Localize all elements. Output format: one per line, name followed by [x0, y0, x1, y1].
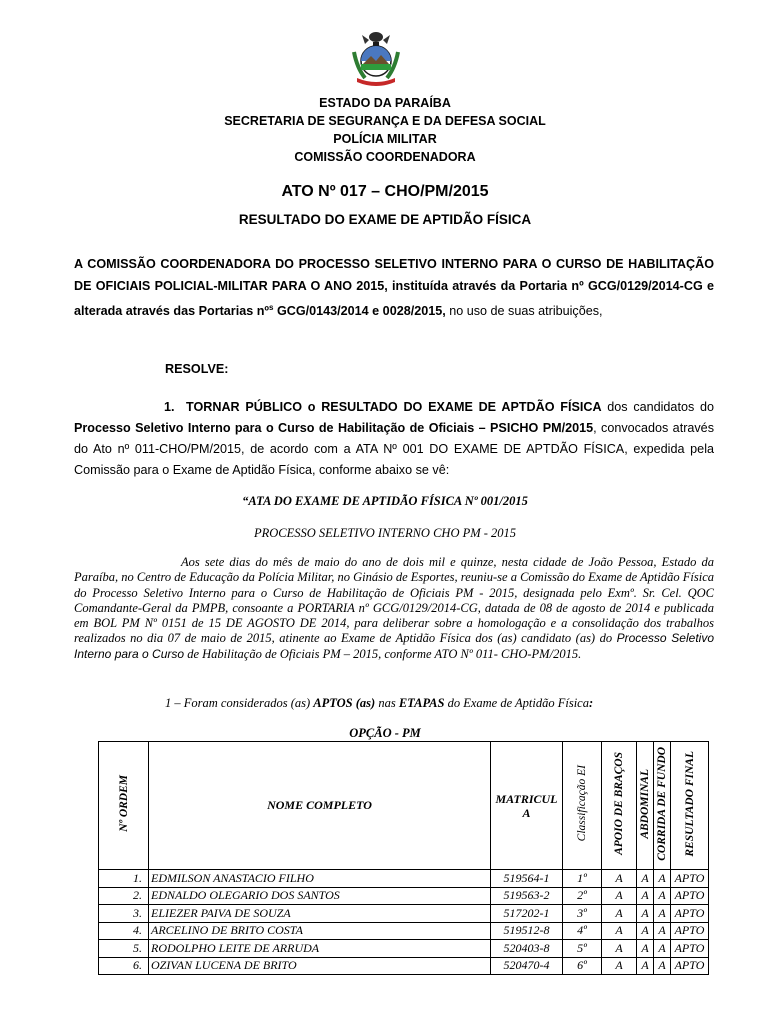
aptos-d: ETAPAS	[398, 696, 445, 710]
cell-classificacao: 3º	[563, 905, 602, 923]
item-1-number: 1.	[164, 400, 175, 414]
cell-corrida: A	[654, 905, 671, 923]
header-commission: COMISSÃO COORDENADORA	[294, 150, 476, 164]
cell-ordem: 5.	[99, 940, 149, 958]
ata-body-paragraph	[74, 555, 714, 662]
cell-ordem: 2.	[99, 887, 149, 905]
state-coat-of-arms-icon	[345, 28, 407, 90]
intro-sup: s	[269, 303, 274, 312]
cell-abdominal: A	[637, 922, 654, 940]
cell-apoio: A	[602, 957, 637, 975]
results-table	[98, 741, 709, 975]
cell-classificacao: 6º	[563, 957, 602, 975]
cell-nome: RODOLPHO LEITE DE ARRUDA	[149, 940, 491, 958]
cell-resultado: APTO	[671, 905, 709, 923]
ato-title: ATO Nº 017 – CHO/PM/2015	[281, 183, 489, 200]
col-header-abdominal: ABDOMINAL	[637, 742, 654, 870]
cell-abdominal: A	[637, 940, 654, 958]
cell-classificacao: 4º	[563, 922, 602, 940]
col-header-corrida: CORRIDA DE FUNDO	[654, 742, 671, 870]
cell-apoio: A	[602, 870, 637, 888]
cell-abdominal: A	[637, 887, 654, 905]
col-header-classificacao: Classificação EI	[563, 742, 602, 870]
aptos-a: 1 – Foram considerados (as)	[165, 696, 314, 710]
item-1-paragraph	[74, 397, 714, 481]
ata-title: “ATA DO EXAME DE APTIDÃO FÍSICA Nº 001/2015	[242, 494, 528, 508]
item-1-text-2: , convocados através do Ato nº 011-CHO/PM/2015, de acordo com a ATA Nº 001 DO EXAME DE APTDÃO FÍSICA, expedida pela Comissão para o Exame de Aptidão Física, conforme abaixo se vê:	[74, 421, 714, 477]
cell-nome: OZIVAN LUCENA DE BRITO	[149, 957, 491, 975]
cell-resultado: APTO	[671, 870, 709, 888]
table-header-row	[99, 742, 709, 870]
cell-abdominal: A	[637, 957, 654, 975]
ata-body-c: de Habilitação de Oficiais PM – 2015, conforme ATO Nº 011- CHO-PM/2015.	[184, 646, 582, 661]
intro-normal: no uso de suas atribuições,	[445, 304, 603, 319]
cell-nome: ELIEZER PAIVA DE SOUZA	[149, 905, 491, 923]
cell-matricula: 519512-8	[491, 922, 563, 940]
aptos-line	[165, 696, 593, 711]
cell-nome: EDNALDO OLEGARIO DOS SANTOS	[149, 887, 491, 905]
option-heading: OPÇÃO - PM	[349, 726, 421, 740]
cell-ordem: 6.	[99, 957, 149, 975]
cell-classificacao: 2º	[563, 887, 602, 905]
cell-corrida: A	[654, 940, 671, 958]
cell-classificacao: 5º	[563, 940, 602, 958]
cell-matricula: 519563-2	[491, 887, 563, 905]
cell-apoio: A	[602, 905, 637, 923]
cell-corrida: A	[654, 922, 671, 940]
intro-bold-a: A COMISSÃO COORDENADORA DO PROCESSO SELETIVO INTERNO PARA O CURSO DE HABILITAÇÃO DE OFICIAIS POLICIAL-MILITAR PARA O ANO 2015, instituída através da Portaria nº GCG/0129/2014-CG e alterada através das Portarias nº	[74, 257, 714, 319]
table-row	[99, 940, 709, 958]
cell-ordem: 4.	[99, 922, 149, 940]
cell-resultado: APTO	[671, 922, 709, 940]
header-police: POLÍCIA MILITAR	[333, 132, 437, 146]
intro-bold-b: GCG/0143/2014 e 0028/2015,	[273, 304, 446, 319]
table-row	[99, 957, 709, 975]
col-header-ordem: Nº ORDEM	[99, 742, 149, 870]
table-row	[99, 905, 709, 923]
table-row	[99, 887, 709, 905]
aptos-f: :	[588, 696, 594, 710]
cell-matricula: 520403-8	[491, 940, 563, 958]
cell-abdominal: A	[637, 870, 654, 888]
ata-body-a: Aos sete dias do mês de maio do ano de dois mil e quinze, nesta cidade de João Pessoa, Estado da Paraíba, no Centro de Educação da Polícia Militar, no Ginásio de Esportes, reuniu-se a Comissão do Exame de Aptidão Física do Processo Seletivo Interno para o Curso de Habilitação de Oficiais PM - 2015, designada pelo Exmº. Sr. Cel. QOC Comandante-Geral da PMPB, consoante a PORTARIA nº GCG/0129/2014-CG, datada de 08 de agosto de 2014 e publicada em BOL PM Nº 0151 de 15 DE AGOSTO DE 2014, para deliberar sobre a homologação e a consolidação dos trabalhos realizados no dia 07 de maio de 2015, atinente ao Exame de Aptidão Física dos (as) candidato (as) do	[74, 555, 714, 646]
item-1-bold-1: TORNAR PÚBLICO o RESULTADO DO EXAME DE APTDÃO FÍSICA	[186, 400, 602, 414]
table-row	[99, 870, 709, 888]
cell-matricula: 519564-1	[491, 870, 563, 888]
cell-nome: ARCELINO DE BRITO COSTA	[149, 922, 491, 940]
resolve-heading: RESOLVE:	[165, 362, 229, 376]
cell-abdominal: A	[637, 905, 654, 923]
item-1-text-1: dos candidatos do	[601, 400, 714, 414]
cell-classificacao: 1º	[563, 870, 602, 888]
aptos-e: do Exame de Aptidão Física	[444, 696, 589, 710]
cell-corrida: A	[654, 887, 671, 905]
col-header-apoio: APOIO DE BRAÇOS	[602, 742, 637, 870]
intro-paragraph	[74, 254, 714, 323]
col-header-nome: NOME COMPLETO	[149, 742, 491, 870]
ata-body-b: Processo Seletivo Interno para o Curso	[74, 631, 714, 661]
cell-matricula: 520470-4	[491, 957, 563, 975]
ata-subtitle: PROCESSO SELETIVO INTERNO CHO PM - 2015	[253, 526, 517, 540]
cell-ordem: 1.	[99, 870, 149, 888]
cell-matricula: 517202-1	[491, 905, 563, 923]
header-state: ESTADO DA PARAÍBA	[319, 96, 451, 110]
ato-subtitle: RESULTADO DO EXAME DE APTIDÃO FÍSICA	[238, 212, 532, 227]
aptos-c: nas	[375, 696, 399, 710]
col-header-matricula: MATRICULA	[491, 742, 563, 870]
item-1-bold-2: Processo Seletivo Interno para o Curso de Habilitação de Oficiais – PSICHO PM/2015	[74, 421, 594, 435]
cell-resultado: APTO	[671, 957, 709, 975]
cell-nome: EDMILSON ANASTACIO FILHO	[149, 870, 491, 888]
cell-apoio: A	[602, 922, 637, 940]
aptos-b: APTOS (as)	[313, 696, 376, 710]
table-row	[99, 922, 709, 940]
col-header-resultado: RESULTADO FINAL	[671, 742, 709, 870]
cell-resultado: APTO	[671, 940, 709, 958]
cell-ordem: 3.	[99, 905, 149, 923]
cell-apoio: A	[602, 940, 637, 958]
cell-corrida: A	[654, 957, 671, 975]
cell-resultado: APTO	[671, 887, 709, 905]
cell-apoio: A	[602, 887, 637, 905]
header-secretariat: SECRETARIA DE SEGURANÇA E DA DEFESA SOCIAL	[224, 114, 546, 128]
cell-corrida: A	[654, 870, 671, 888]
